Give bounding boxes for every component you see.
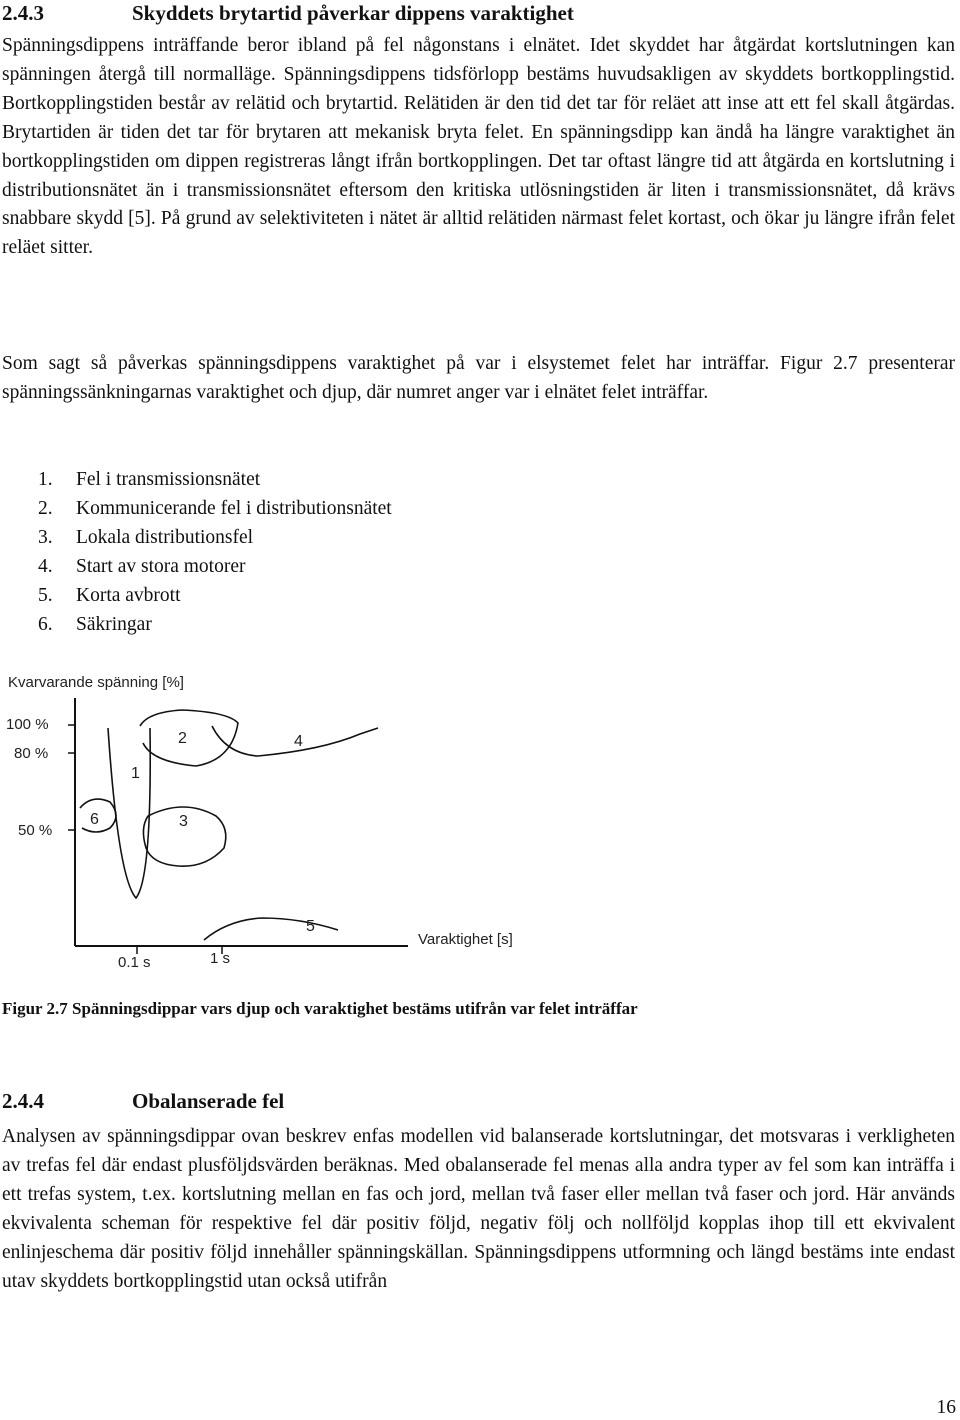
paragraph: Spänningsdippens inträffande beror ibland på fel någonstans i elnätet. Idet skyddet har åtgärdat kortslutningen kan spänningen återgå till normalläge. Spänningsdippens tidsförlopp bestäms huvudsakligen av skyddets bortkopplingstid. Bortkopplingstiden består av relätid och brytartid. Relätiden är den tid det tar för reläet att inse att ett fel skall åtgärdas. Brytartiden är tiden det tar för brytaren att mekanisk bryta felet. En spänningsdipp kan ändå ha längre varaktighet än bortkopplingstiden om dippen registreras långt ifrån bortkopplingen. Det tar oftast längre tid att åtgärda en kortslutning i distributionsnätet än i transmissionsnätet eftersom den kritiska utlösningstiden är liten i transmissionsnätet, då krävs snabbare skydd [5]. På grund av selektiviteten i nätet är alltid relätiden närmast felet kortast, och ökar ju längre ifrån felet reläet sitter.: [2, 35, 955, 259]
x-tick-label: 0.1 s: [118, 954, 151, 971]
section-number: 2.4.3: [2, 1, 44, 25]
x-axis-label: Varaktighet [s]: [418, 931, 513, 948]
section-title: Obalanserade fel: [132, 1089, 285, 1113]
numbered-list: [38, 466, 392, 639]
voltage-dip-figure: [0, 668, 540, 978]
region-1-curve: [108, 728, 150, 898]
region-2-curve: [140, 710, 238, 766]
region-label-3: 3: [179, 813, 188, 830]
y-tick-label: 100 %: [6, 716, 49, 733]
y-tick-label: 80 %: [14, 745, 49, 762]
paragraph: Analysen av spänningsdippar ovan beskrev enfas modellen vid balanserade kortslutningar, det motsvaras i verkligheten av trefas fel där endast plusföljdsvärden beräknas. Med obalanserade fel menas alla andra typer av fel som kan inträffa i ett trefas system, t.ex. kortslutning mellan en fas och jord, mellan två faser eller mellan två faser och jord. Här används ekvivalenta scheman för respektive fel där positiv följd, negativ följ och nollföljd kopplas ihop till ett ekvivalent enlinjeschema där positiv följd innehåller spänningskällan. Spänningsdippens utformning och längd bestäms inte endast utav skyddets bortkopplingstid utan också utifrån: [2, 1126, 955, 1292]
section-heading: [2, 1088, 284, 1114]
region-label-6: 6: [90, 811, 99, 828]
list-item: 3. Lokala distributionsfel: [38, 526, 254, 548]
section-title: Skyddets brytartid påverkar dippens varaktighet: [132, 1, 574, 25]
list-item: 5. Korta avbrott: [38, 584, 181, 606]
region-label-2: 2: [178, 730, 187, 747]
section-heading: [2, 0, 574, 26]
x-tick-label: 1 s: [210, 950, 231, 967]
page-number: 16: [936, 1397, 956, 1418]
y-axis-label: Kvarvarande spänning [%]: [8, 674, 184, 691]
section-number: 2.4.4: [2, 1089, 44, 1113]
figure-caption: Figur 2.7 Spänningsdippar vars djup och varaktighet bestäms utifrån var felet inträffar: [2, 999, 638, 1018]
paragraph: Som sagt så påverkas spänningsdippens varaktighet på var i elsystemet felet har inträffar. Figur 2.7 presenterar spänningssänkningarnas varaktighet och djup, där numret anger var i elnätet felet inträffar.: [2, 353, 955, 403]
region-label-4: 4: [294, 733, 303, 750]
y-tick-label: 50 %: [18, 822, 53, 839]
region-label-5: 5: [306, 918, 315, 935]
list-item: 4. Start av stora motorer: [38, 555, 246, 577]
list-item: 1. Fel i transmissionsnätet: [38, 469, 261, 490]
region-5-curve: [204, 918, 338, 940]
list-item: 6. Säkringar: [38, 613, 152, 635]
list-item: 2. Kommunicerande fel i distributionsnätet: [38, 497, 392, 519]
region-label-1: 1: [131, 765, 140, 782]
